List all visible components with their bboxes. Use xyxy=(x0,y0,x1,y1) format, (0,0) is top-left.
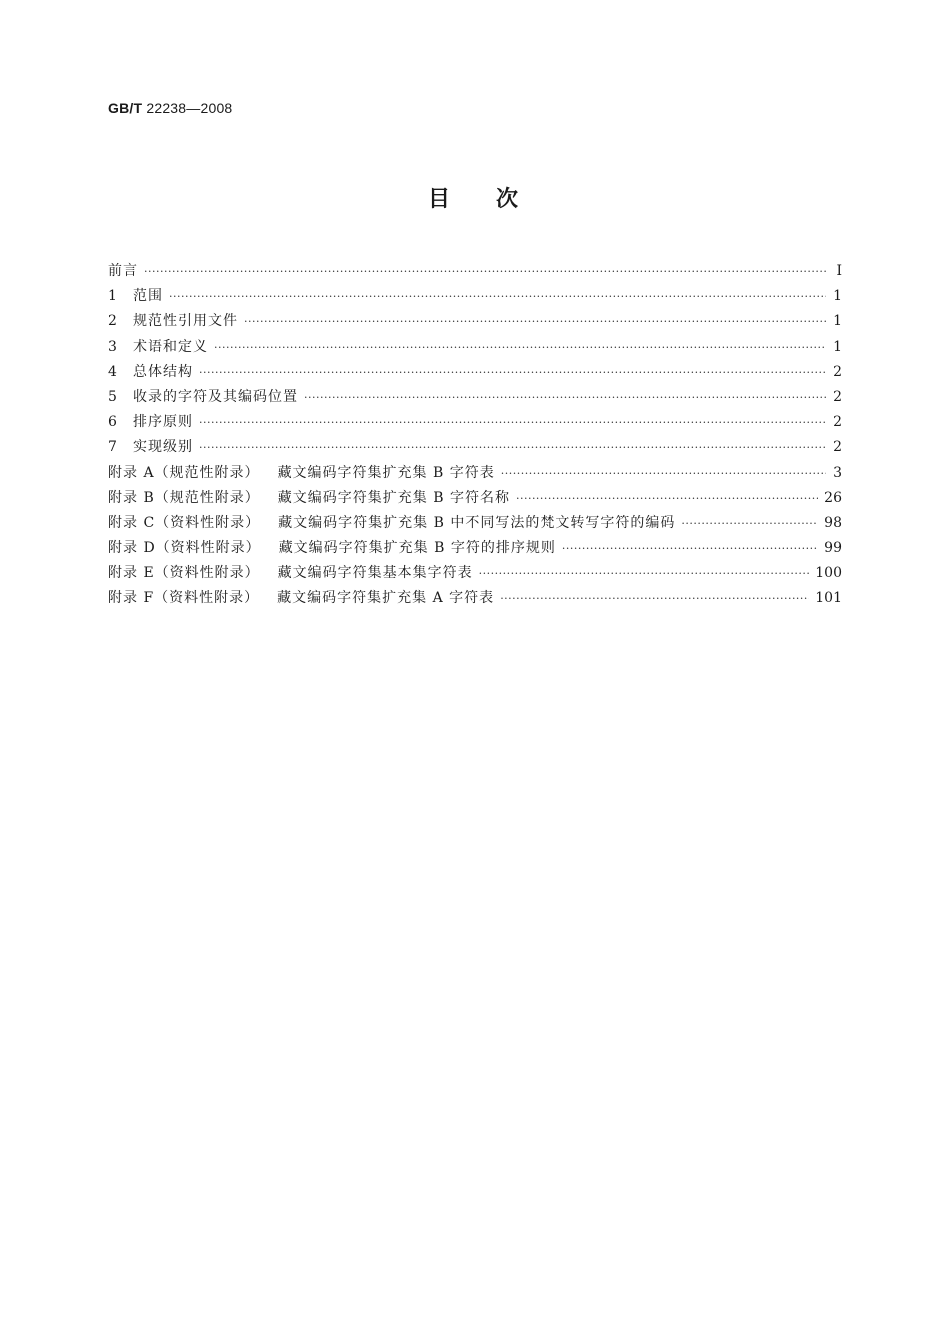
toc-entry-number: 1 xyxy=(108,288,117,305)
toc-entry-page: 1 xyxy=(833,313,842,330)
page-title: 目次 xyxy=(427,187,564,212)
toc-entry[interactable] xyxy=(108,335,842,360)
toc-entry-label: 藏文编码字符集扩充集 B 中不同写法的梵文转写字符的编码 xyxy=(278,514,676,531)
toc-entry[interactable] xyxy=(108,259,842,284)
toc-entry[interactable] xyxy=(108,486,842,511)
toc-leader-dots xyxy=(562,536,818,561)
standard-code: GB/T xyxy=(108,100,143,116)
toc-entry-page: 98 xyxy=(824,514,842,531)
toc-entry-page: 2 xyxy=(833,414,842,431)
toc-entry-page: 3 xyxy=(833,464,842,481)
standard-number: 22238—2008 xyxy=(146,100,233,116)
toc-leader-dots xyxy=(479,561,810,586)
toc-entry-number: 4 xyxy=(108,363,117,380)
toc-entry-page: 1 xyxy=(833,288,842,305)
toc-entry-label: 排序原则 xyxy=(133,414,193,431)
toc-leader-dots xyxy=(304,385,826,410)
toc-leader-dots xyxy=(681,511,818,536)
toc-entry-label: 藏文编码字符集扩充集 A 字符表 xyxy=(277,590,495,607)
toc-entry-page: 2 xyxy=(833,388,842,405)
toc-leader-dots xyxy=(199,360,826,385)
toc-entry-page: 2 xyxy=(833,439,842,456)
toc-leader-dots xyxy=(501,461,826,486)
toc-entry-label: 藏文编码字符集扩充集 B 字符的排序规则 xyxy=(278,540,556,557)
toc-entry-page: 100 xyxy=(815,565,842,582)
toc-leader-dots xyxy=(199,410,826,435)
toc-entry-annex-prefix: 附录 D（资料性附录） xyxy=(108,540,261,557)
toc-entry-annex-prefix: 附录 E（资料性附录） xyxy=(108,565,260,582)
toc-leader-dots xyxy=(500,586,809,611)
table-of-contents xyxy=(108,259,842,612)
toc-entry-label: 总体结构 xyxy=(133,363,193,380)
toc-entry[interactable] xyxy=(108,309,842,334)
toc-entry-page: 99 xyxy=(824,540,842,557)
toc-entry[interactable] xyxy=(108,410,842,435)
toc-entry-number: 6 xyxy=(108,414,117,431)
toc-entry-number: 3 xyxy=(108,338,117,355)
toc-entry[interactable] xyxy=(108,511,842,536)
toc-entry[interactable] xyxy=(108,360,842,385)
toc-entry-label: 规范性引用文件 xyxy=(133,313,238,330)
toc-entry-label: 藏文编码字符集扩充集 B 字符表 xyxy=(277,464,495,481)
toc-leader-dots xyxy=(214,335,826,360)
toc-entry-number: 2 xyxy=(108,313,117,330)
toc-entry-number: 7 xyxy=(108,439,117,456)
toc-entry-label: 术语和定义 xyxy=(133,338,208,355)
toc-entry-label: 范围 xyxy=(133,288,163,305)
toc-entry-label: 收录的字符及其编码位置 xyxy=(133,388,298,405)
toc-entry-annex-prefix: 附录 F（资料性附录） xyxy=(108,590,260,607)
toc-leader-dots xyxy=(169,284,826,309)
toc-entry[interactable] xyxy=(108,284,842,309)
toc-entry[interactable] xyxy=(108,461,842,486)
toc-entry-page: 26 xyxy=(824,489,842,506)
toc-entry-number: 5 xyxy=(108,388,117,405)
toc-entry-annex-prefix: 附录 B（规范性附录） xyxy=(108,489,260,506)
toc-entry-annex-prefix: 附录 A（规范性附录） xyxy=(108,464,260,481)
toc-entry[interactable] xyxy=(108,561,842,586)
toc-entry[interactable] xyxy=(108,586,842,611)
toc-entry-label: 藏文编码字符集基本集字符表 xyxy=(277,565,473,582)
toc-entry[interactable] xyxy=(108,536,842,561)
toc-leader-dots xyxy=(516,486,818,511)
toc-leader-dots xyxy=(199,435,826,460)
toc-entry[interactable] xyxy=(108,385,842,410)
toc-entry-page: Ⅰ xyxy=(836,263,842,279)
standard-header xyxy=(108,100,232,116)
toc-entry-label: 前言 xyxy=(108,263,138,279)
toc-entry[interactable] xyxy=(108,435,842,460)
toc-entry-annex-prefix: 附录 C（资料性附录） xyxy=(108,514,261,531)
toc-leader-dots xyxy=(244,309,826,334)
toc-entry-label: 藏文编码字符集扩充集 B 字符名称 xyxy=(277,489,510,506)
toc-entry-page: 1 xyxy=(833,338,842,355)
toc-leader-dots xyxy=(144,259,826,284)
toc-entry-page: 101 xyxy=(815,590,842,607)
toc-entry-page: 2 xyxy=(833,363,842,380)
toc-entry-label: 实现级别 xyxy=(133,439,193,456)
